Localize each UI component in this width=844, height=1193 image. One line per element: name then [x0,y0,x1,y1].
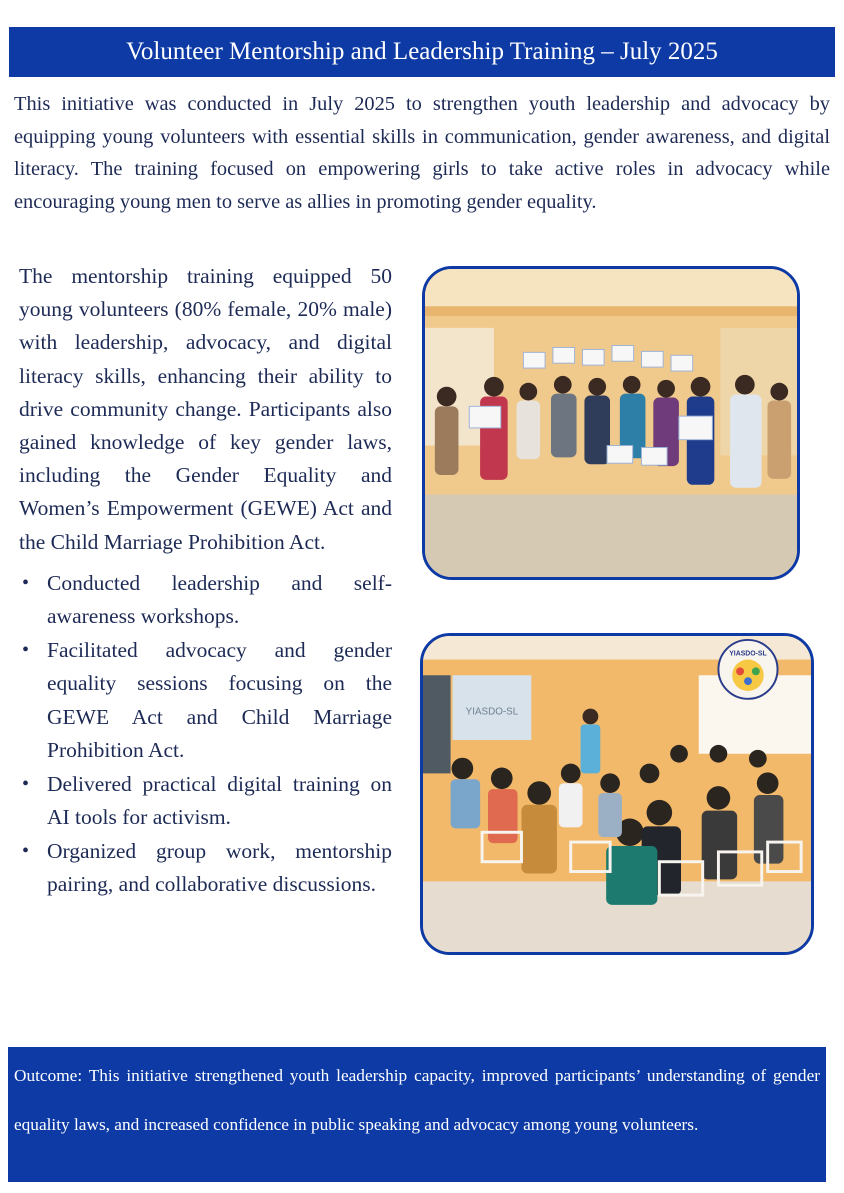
projector-text: YIASDO-SL [465,706,519,718]
session-photo-image [423,636,811,952]
outcome-box [8,1047,826,1182]
outcome-text: Outcome: This initiative strengthened youth leadership capacity, improved participants’ understanding of gender equality laws, and increased confidence in public speaking and advocacy among young volunteers. [14,1066,820,1134]
title-banner [9,27,835,77]
activities-list [19,567,392,902]
session-photo [420,633,814,955]
left-column [19,260,392,902]
list-item-text: Facilitated advocacy and gender equality sessions focusing on the GEWE Act and Child Marriage Prohibition Act. [47,637,392,763]
mentorship-paragraph: The mentorship training equipped 50 young volunteers (80% female, 20% male) with leadership, advocacy, and digital literacy skills, enhancing their ability to drive community change. Participants also gained knowledge of key gender laws, including the Gender Equality and Women’s Empowerment (GEWE) Act and the Child Marriage Prohibition Act. [19,264,392,554]
logo-text: YIASDO-SL [729,650,767,658]
list-item [19,768,392,835]
group-photo [422,266,800,580]
list-item-text: Conducted leadership and self-awareness workshops. [47,570,392,629]
list-item [19,835,392,902]
bullet-icon: • [22,571,30,594]
bullet-icon: • [22,839,30,862]
bullet-icon: • [22,638,30,661]
list-item [19,567,392,634]
list-item-text: Organized group work, mentorship pairing, and collaborative discussions. [47,838,392,897]
page-title: Volunteer Mentorship and Leadership Training – July 2025 [126,38,718,65]
group-photo-image [425,269,797,577]
intro-paragraph: This initiative was conducted in July 2025 to strengthen youth leadership and advocacy by equipping young volunteers with essential skills in communication, gender awareness, and digital literacy. The training focused on empowering girls to take active roles in advocacy while encouraging young men to serve as allies in promoting gender equality. [14,93,830,213]
bullet-icon: • [22,772,30,795]
list-item-text: Delivered practical digital training on AI tools for activism. [47,771,392,830]
list-item [19,634,392,768]
